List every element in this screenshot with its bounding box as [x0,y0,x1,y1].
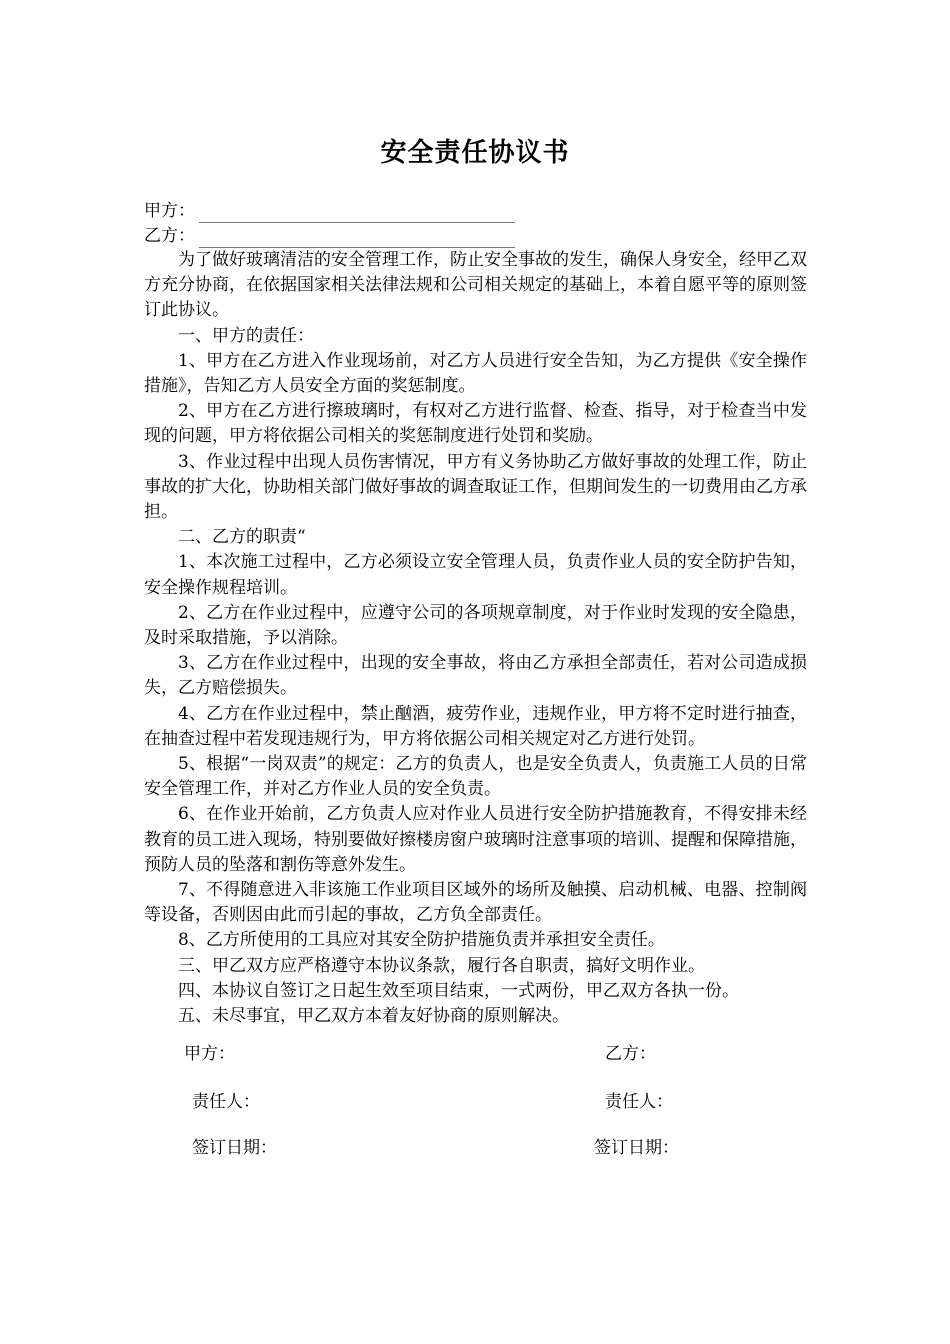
signature-responsible-b: 责任人： [605,1092,673,1112]
party-a-label: 甲方： [144,201,195,221]
clause-b-7: 7、不得随意进入非该施工作业项目区域外的场所及触摸、启动机械、电器、控制阀等设备，否则因由此而引起的事故，乙方负全部责任。 [144,880,807,926]
clause-b-1: 1、本次施工过程中，乙方必须设立安全管理人员，负责作业人员的安全防护告知，安全操作规程培训。 [144,552,807,598]
party-b-label: 乙方： [144,226,195,246]
clause-b-5: 5、根据“一岗双责”的规定：乙方的负责人，也是安全负责人，负责施工人员的日常安全管理工作，并对乙方作业人员的安全负责。 [144,754,807,800]
signature-date-b: 签订日期： [594,1138,679,1158]
party-b-blank [199,230,515,248]
party-b-line [144,224,515,248]
clause-a-3: 3、作业过程中出现人员伤害情况，甲方有义务协助乙方做好事故的处理工作，防止事故的扩大化，协助相关部门做好事故的调查取证工作，但期间发生的一切费用由乙方承担。 [144,451,807,523]
party-a-blank [199,205,515,223]
heading-party-a-duties: 一、甲方的责任： [178,325,314,346]
clause-a-2: 2、甲方在乙方进行擦玻璃时，有权对乙方进行监督、检查、指导，对于检查当中发现的问题，甲方将依据公司相关的奖惩制度进行处罚和奖励。 [144,401,807,447]
clause-b-6: 6、在作业开始前，乙方负责人应对作业人员进行安全防护措施教育，不得安排未经教育的员工进入现场，特别要做好擦楼房窗户玻璃时注意事项的培训、提醒和保障措施，预防人员的坠落和割伤等意外发生。 [144,804,807,875]
party-a-line [144,199,515,223]
signature-party-b: 乙方： [605,1044,656,1064]
signature-date-a: 签订日期： [192,1138,277,1158]
paragraph-intro: 为了做好玻璃清洁的安全管理工作，防止安全事故的发生，确保人身安全，经甲乙双方充分协商，在依据国家相关法律法规和公司相关规定的基础上，本着自愿平等的原则签订此协议。 [144,250,807,321]
clause-b-3: 3、乙方在作业过程中，出现的安全事故，将由乙方承担全部责任，若对公司造成损失，乙方赔偿损失。 [144,653,807,699]
document-title: 安全责任协议书 [380,138,570,168]
clause-4: 四、本协议自签订之日起生效至项目结束，一式两份，甲乙双方各执一份。 [178,980,739,1001]
clause-b-4: 4、乙方在作业过程中，禁止酗酒，疲劳作业，违规作业，甲方将不定时进行抽查，在抽查过程中若发现违规行为，甲方将依据公司相关规定对乙方进行处罚。 [144,703,807,749]
signature-responsible-a: 责任人： [192,1092,260,1112]
clause-5: 五、未尽事宜，甲乙双方本着友好协商的原则解决。 [178,1006,569,1027]
agreement-body [144,248,807,1029]
clause-3: 三、甲乙双方应严格遵守本协议条款，履行各自职责，搞好文明作业。 [178,955,705,976]
signature-party-a: 甲方： [184,1044,235,1064]
heading-party-b-duties: 二、乙方的职责“ [178,527,306,548]
clause-b-8: 8、乙方所使用的工具应对其安全防护措施负责并承担安全责任。 [178,930,665,951]
clause-b-2: 2、乙方在作业过程中，应遵守公司的各项规章制度，对于作业时发现的安全隐患，及时采取措施，予以消除。 [144,602,807,649]
clause-a-1: 1、甲方在乙方进入作业现场前，对乙方人员进行安全告知，为乙方提供《安全操作措施》，告知乙方人员安全方面的奖惩制度。 [144,350,807,397]
